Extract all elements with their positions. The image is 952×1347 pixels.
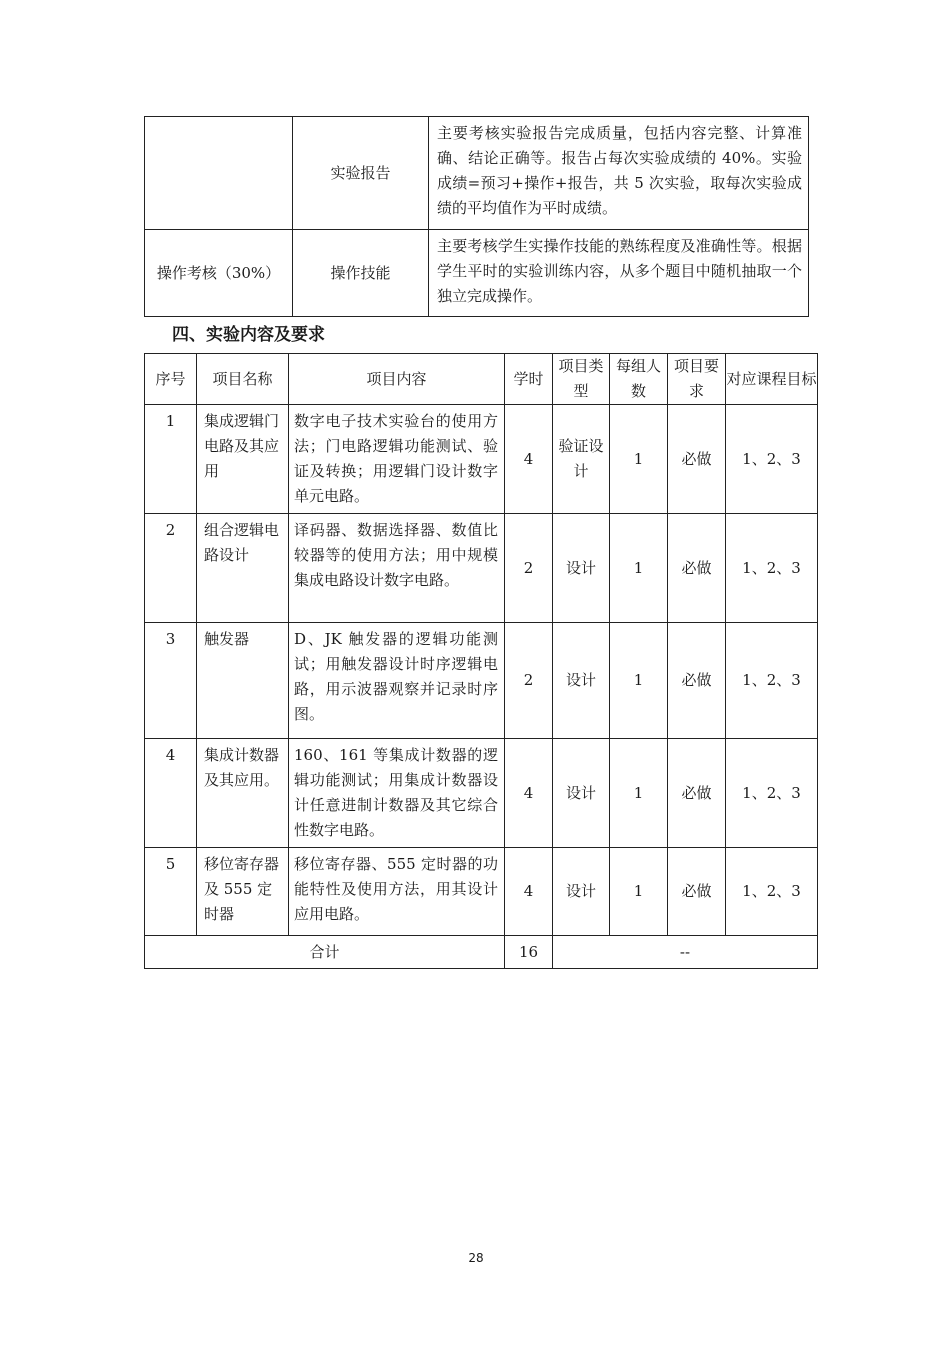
- assessment-item: 实验报告: [293, 117, 429, 230]
- row-name: 集成逻辑门电路及其应用: [197, 405, 289, 514]
- row-type: 设计: [553, 739, 610, 848]
- assessment-table: [144, 116, 809, 317]
- header-name: 项目名称: [197, 354, 289, 405]
- table-row: [145, 623, 818, 739]
- assessment-category: [145, 117, 293, 230]
- row-hours: 4: [505, 848, 553, 936]
- row-requirement: 必做: [668, 405, 726, 514]
- row-name: 移位寄存器及 555 定时器: [197, 848, 289, 936]
- row-content: 移位寄存器、555 定时器的功能特性及使用方法，用其设计应用电路。: [289, 848, 505, 936]
- row-group-size: 1: [610, 739, 668, 848]
- experiments-table: [144, 353, 818, 969]
- row-no: 3: [145, 623, 197, 739]
- assessment-category: 操作考核（30%）: [145, 230, 293, 317]
- row-group-size: 1: [610, 623, 668, 739]
- row-requirement: 必做: [668, 623, 726, 739]
- table-header-row: [145, 354, 818, 405]
- row-no: 5: [145, 848, 197, 936]
- assessment-description: 主要考核实验报告完成质量，包括内容完整、计算准确、结论正确等。报告占每次实验成绩的 40%。实验成绩=预习+操作+报告，共 5 次实验，取每次实验成绩的平均值作为平时成绩。: [429, 117, 809, 230]
- row-hours: 4: [505, 405, 553, 514]
- row-hours: 2: [505, 514, 553, 623]
- header-targets: 对应课程目标: [726, 354, 818, 405]
- row-requirement: 必做: [668, 848, 726, 936]
- row-no: 4: [145, 739, 197, 848]
- row-hours: 4: [505, 739, 553, 848]
- row-type: 设计: [553, 848, 610, 936]
- row-targets: 1、2、3: [726, 623, 818, 739]
- row-type: 验证设计: [553, 405, 610, 514]
- assessment-row: [145, 117, 809, 230]
- row-targets: 1、2、3: [726, 405, 818, 514]
- table-row: [145, 848, 818, 936]
- total-label: 合计: [145, 936, 505, 969]
- row-name: 触发器: [197, 623, 289, 739]
- header-hours: 学时: [505, 354, 553, 405]
- row-content: 译码器、数据选择器、数值比较器等的使用方法；用中规模集成电路设计数字电路。: [289, 514, 505, 623]
- total-hours: 16: [505, 936, 553, 969]
- page-number: 28: [468, 1251, 484, 1265]
- row-targets: 1、2、3: [726, 848, 818, 936]
- table-row: [145, 514, 818, 623]
- row-type: 设计: [553, 623, 610, 739]
- assessment-row: [145, 230, 809, 317]
- table-row: [145, 739, 818, 848]
- row-name: 集成计数器及其应用。: [197, 739, 289, 848]
- assessment-description: 主要考核学生实操作技能的熟练程度及准确性等。根据学生平时的实验训练内容，从多个题目中随机抽取一个独立完成操作。: [429, 230, 809, 317]
- row-group-size: 1: [610, 848, 668, 936]
- header-requirement: 项目要求: [668, 354, 726, 405]
- row-content: 160、161 等集成计数器的逻辑功能测试；用集成计数器设计任意进制计数器及其它综合性数字电路。: [289, 739, 505, 848]
- total-rest: --: [553, 936, 818, 969]
- row-targets: 1、2、3: [726, 739, 818, 848]
- header-group-size: 每组人数: [610, 354, 668, 405]
- row-hours: 2: [505, 623, 553, 739]
- row-group-size: 1: [610, 405, 668, 514]
- row-no: 2: [145, 514, 197, 623]
- row-name: 组合逻辑电路设计: [197, 514, 289, 623]
- row-requirement: 必做: [668, 739, 726, 848]
- assessment-item: 操作技能: [293, 230, 429, 317]
- total-row: [145, 936, 818, 969]
- row-requirement: 必做: [668, 514, 726, 623]
- row-no: 1: [145, 405, 197, 514]
- row-group-size: 1: [610, 514, 668, 623]
- row-content: D、JK 触发器的逻辑功能测试；用触发器设计时序逻辑电路，用示波器观察并记录时序图。: [289, 623, 505, 739]
- header-no: 序号: [145, 354, 197, 405]
- header-content: 项目内容: [289, 354, 505, 405]
- row-targets: 1、2、3: [726, 514, 818, 623]
- row-content: 数字电子技术实验台的使用方法；门电路逻辑功能测试、验证及转换；用逻辑门设计数字单元电路。: [289, 405, 505, 514]
- header-type: 项目类型: [553, 354, 610, 405]
- row-type: 设计: [553, 514, 610, 623]
- table-row: [145, 405, 818, 514]
- section-heading: 四、实验内容及要求: [172, 325, 325, 345]
